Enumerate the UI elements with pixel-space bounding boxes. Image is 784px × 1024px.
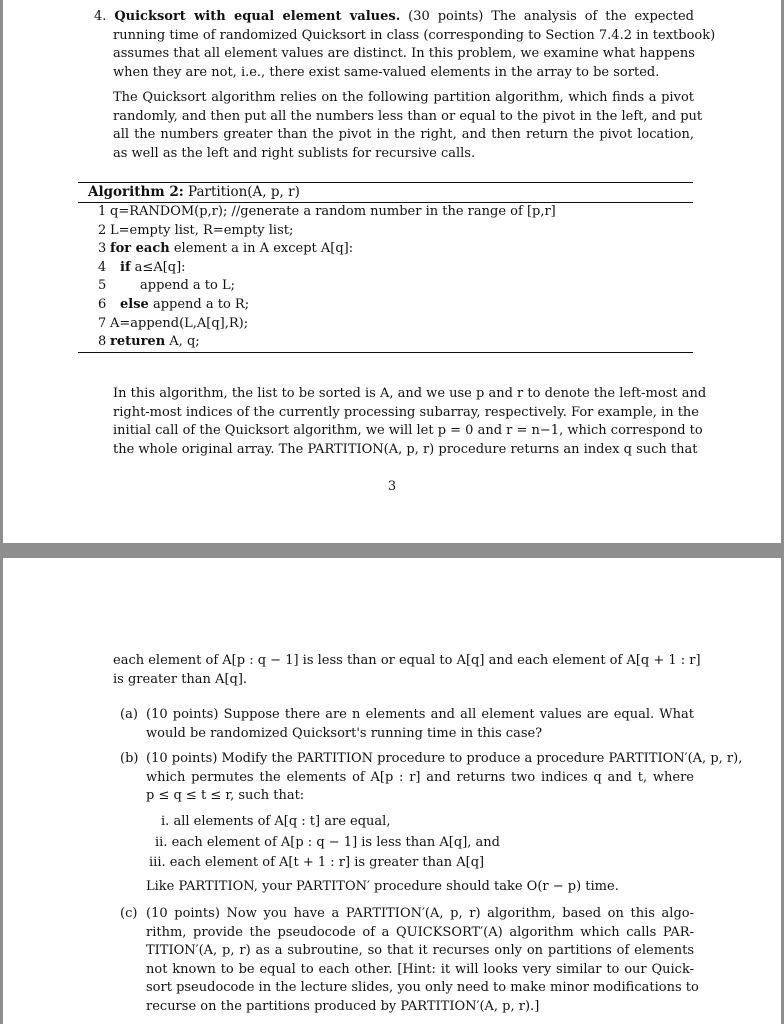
problem-heading: [94, 8, 694, 27]
part-label: (b): [120, 751, 139, 766]
partition-description: [113, 89, 703, 163]
subitem-ii: ii. each element of A[p : q − 1] is less than A[q], and: [155, 835, 500, 850]
para-line: all the numbers greater than the pivot in the right, and then return the pivot location,: [113, 127, 694, 142]
part-label: (c): [120, 906, 138, 921]
algorithm-step-5: 5 append a to L;: [98, 278, 235, 294]
part-line: not known to be equal to each other. [Hint: it will looks very similar to our Quick-: [146, 961, 694, 977]
algorithm-step-8: 8 returen A, q;: [98, 334, 200, 350]
para-line: In this algorithm, the list to be sorted is A, and we use p and r to denote the left-most and: [113, 386, 707, 401]
problem-title: Quicksort with equal element values.: [114, 9, 401, 24]
algorithm-explanation: [113, 385, 707, 459]
algorithm-step-1: 1 q=RANDOM(p,r); //generate a random number in the range of [p,r]: [98, 204, 556, 219]
part-line: sort pseudocode in the lecture slides, you only need to make minor modifications to: [146, 980, 699, 995]
part-line: (10 points) Modify the PARTITION procedure to produce a procedure PARTITION′(A, p, r),: [146, 751, 743, 766]
para-line: randomly, and then put all the numbers less than or equal to the pivot in the left, and put: [113, 108, 703, 124]
para-line: as well as the left and right sublists for recursive calls.: [113, 145, 476, 161]
page-number: 3: [387, 479, 397, 494]
algorithm-steps: [78, 203, 693, 352]
page-border-left: [0, 0, 3, 543]
part-line: (10 points) Now you have a PARTITION′(A, p, r) algorithm, based on this algo-: [146, 906, 694, 921]
page-border-left: [0, 558, 3, 1024]
algorithm-title: [78, 183, 693, 202]
intro-line: assumes that all element values are distinct. In this problem, we examine what happens: [113, 46, 695, 61]
part-line: recurse on the partitions produced by PARTITION′(A, p, r).]: [146, 998, 540, 1014]
question-part-c: [120, 905, 699, 1016]
algorithm-step-6: 6 else append a to R;: [98, 296, 250, 312]
para-line: the whole original array. The PARTITION(A, p, r) procedure returns an index q such that: [113, 441, 698, 457]
part-line: TITION′(A, p, r) as a subroutine, so that it recurses only on partitions of elements: [146, 943, 694, 958]
para-line: The Quicksort algorithm relies on the following partition algorithm, which finds a pivot: [113, 90, 694, 105]
algorithm-step-7: 7 A=append(L,A[q],R);: [98, 315, 249, 331]
part-line: rithm, provide the pseudocode of a QUICKSORT′(A) algorithm which calls PAR-: [146, 924, 694, 940]
intro-line: (30 points) The analysis of the expected: [408, 9, 695, 24]
para-line: is greater than A[q].: [113, 671, 248, 687]
question-part-a: [120, 706, 694, 743]
intro-line: when they are not, i.e., there exist same-valued elements in the array to be sorted.: [113, 64, 660, 80]
algorithm-step-2: 2 L=empty list, R=empty list;: [98, 222, 294, 238]
part-line: would be randomized Quicksort's running time in this case?: [146, 725, 543, 741]
page-separator: [0, 543, 784, 558]
part-line: which permutes the elements of A[p : r] and returns two indices q and t, where: [146, 769, 694, 785]
subitem-iii: iii. each element of A[t + 1 : r] is greater than A[q]: [149, 855, 485, 870]
para-line: each element of A[p : q − 1] is less than or equal to A[q] and each element of A[q + 1 : r]: [113, 653, 701, 668]
part-b-closing: Like PARTITION, your PARTITON′ procedure should take O(r − p) time.: [146, 879, 619, 894]
intro-paragraph: [113, 27, 716, 83]
document-page-2: [0, 558, 784, 1024]
para-line: right-most indices of the currently processing subarray, respectively. For example, in the: [113, 404, 700, 420]
algorithm-signature: Partition(A, p, r): [188, 184, 300, 200]
algorithm-box: [78, 182, 693, 353]
intro-line: running time of randomized Quicksort in class (corresponding to Section 7.4.2 in textbook): [113, 27, 716, 43]
subitem-i: i. all elements of A[q : t] are equal,: [161, 814, 391, 829]
continuation-paragraph: [113, 652, 701, 689]
algorithm-label: Algorithm 2:: [88, 184, 184, 200]
problem-number: 4.: [94, 9, 107, 24]
part-line: (10 points) Suppose there are n elements and all element values are equal. What: [146, 707, 694, 722]
para-line: initial call of the Quicksort algorithm, we will let p = 0 and r = n−1, which correspond to: [113, 423, 703, 438]
question-part-b: [120, 750, 743, 806]
part-line: p ≤ q ≤ t ≤ r, such that:: [146, 788, 305, 803]
algorithm-step-4: 4 if a≤A[q]:: [98, 259, 186, 275]
part-label: (a): [120, 707, 138, 722]
algorithm-step-3: 3 for each element a in A except A[q]:: [98, 241, 354, 257]
